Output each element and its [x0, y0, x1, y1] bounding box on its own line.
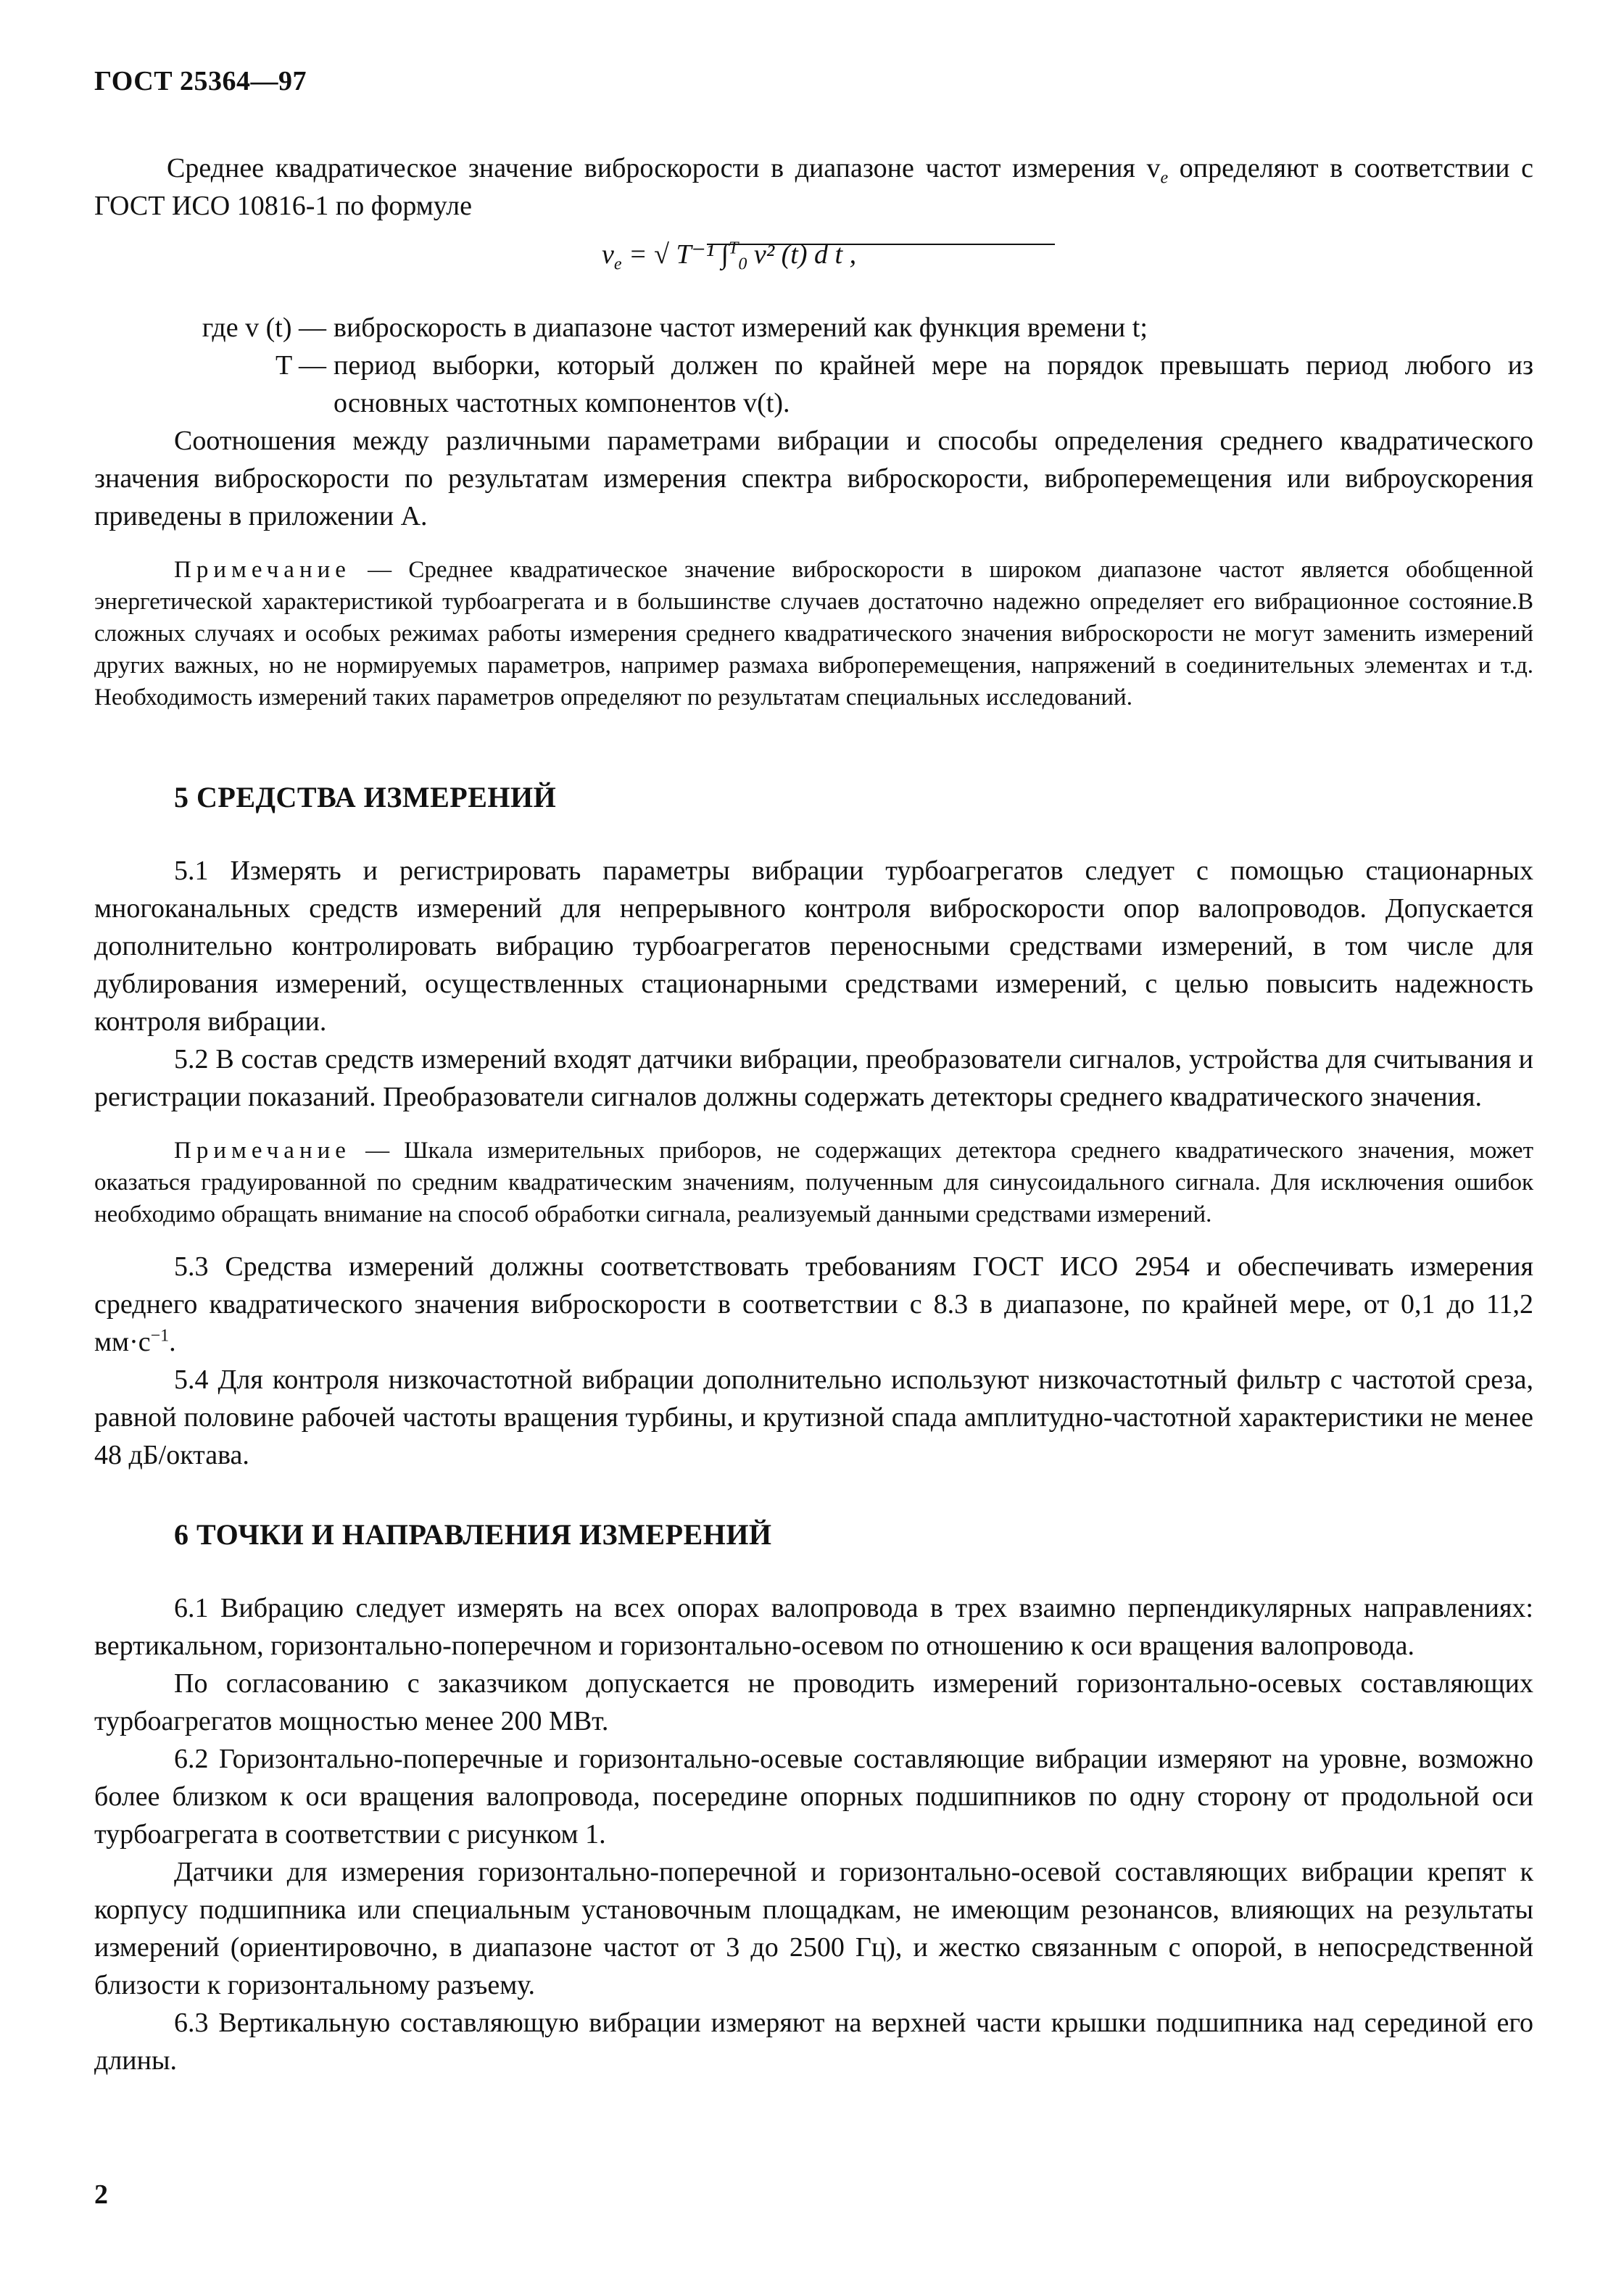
formula-lower-limit: 0 — [738, 254, 747, 274]
paragraph-6-1b: По согласованию с заказчиком допускается не проводить измерений горизонтально-осевых составляющих турбоагрегатов мощностью менее 200 МВт. — [94, 1668, 1533, 1736]
formula-rest: = √ T⁻¹ ∫ — [621, 239, 729, 270]
paragraph-6-1: 6.1 Вибрацию следует измерять на всех опорах валопровода в трех взаимно перпендикулярных направлениях: вертикальном, горизонтально-поперечном и горизонтально-осевом по отношению к оси вращения валопровода. — [94, 1593, 1533, 1661]
paragraph-5-3 — [94, 1248, 1533, 1361]
note-text: — Среднее квадратическое значение виброскорости в широком диапазоне частот является обобщенной энергетической характеристикой турбоагрегата и в большинстве случаев достаточно надежно определяет его вибрационное состояние.В сложных случаях и особых режимах работы измерения среднего квадратического значения виброскорости не могут заменить измерений других важных, но не нормируемых параметров, например размаха виброперемещения, напряжений в соединительных элементах и т.д. Необходимость измерений таких параметров определяют по результатам специальных исследований. — [94, 557, 1533, 711]
formula-sub: e — [613, 254, 622, 274]
formula-upper-limit: T — [729, 239, 739, 258]
definition-desc: период выборки, который должен по крайней мере на порядок превышать период любого из основных частотных компонентов v(t). — [334, 350, 1533, 418]
definitions-list — [94, 309, 1533, 422]
paragraph-6-3: 6.3 Вертикальную составляющую вибрации измеряют на верхней части крышки подшипника над серединой его длины. — [94, 2008, 1533, 2076]
formula-var: v — [602, 239, 614, 270]
paragraph-6-2b: Датчики для измерения горизонтально-поперечной и горизонтально-осевой составляющих вибрации крепят к корпусу подшипника или специальным установочным площадкам, не имеющим резонансов, влияющих на результаты измерений (ориентировочно, в диапазоне частот от 3 до 2500 Гц), и жестко связанным с опорой, в непосредственной близости к горизонтальному разъему. — [94, 1857, 1533, 2000]
rms-formula — [94, 231, 1533, 303]
note-text: — Шкала измерительных приборов, не содержащих детектора среднего квадратического значения, может оказаться градуированной по средним квадратическим значениям, полученным для синусоидального сигнала. Для исключения ошибок необходимо обращать внимание на способ обработки сигнала, реализуемый данными средствами измерений. — [94, 1138, 1533, 1227]
formula-expression — [602, 238, 857, 274]
paragraph-5-1: 5.1 Измерять и регистрировать параметры вибрации турбоагрегатов следует с помощью стационарных многоканальных средств измерений для непрерывного контроля виброскорости опор валопроводов. Допускается дополнительно контролировать вибрацию турбоагрегатов переносными средствами измерений, в том числе для дублирования измерений, осуществленных стационарными средствами измерений, с целью повысить надежность контроля вибрации. — [94, 856, 1533, 1037]
note-label: Примечание — [174, 557, 351, 583]
section-5-title: 5 СРЕДСТВА ИЗМЕРЕНИЙ — [174, 781, 557, 813]
definition-desc: виброскорость в диапазоне частот измерений как функция времени t; — [334, 312, 1148, 343]
note-label: Примечание — [174, 1138, 351, 1164]
relations-paragraph: Соотношения между различными параметрами вибрации и способы определения среднего квадратического значения виброскорости по результатам измерения спектра виброскорости, виброперемещения или виброускорения приведены в приложении А. — [94, 426, 1533, 531]
definition-row — [94, 309, 1533, 347]
paragraph-6-2: 6.2 Горизонтально-поперечные и горизонтально-осевые составляющие вибрации измеряют на уровне, возможно более близком к оси вращения валопровода, посередине опорных подшипников по одну сторону от продольной оси турбоагрегата в соответствии с рисунком 1. — [94, 1744, 1533, 1850]
intro-text-end: определяют в соответствии с ГОСТ ИСО 10816-1 по формуле — [94, 153, 1533, 221]
note-1 — [94, 554, 1533, 713]
document-header: ГОСТ 25364—97 — [94, 66, 307, 96]
intro-paragraph — [94, 149, 1533, 225]
formula-tail: v² (t) d t , — [747, 239, 857, 270]
page-number: 2 — [94, 2179, 108, 2210]
superscript: −1 — [150, 1326, 170, 1346]
definition-term: где v (t) — — [202, 312, 326, 343]
definition-row — [94, 347, 1533, 422]
paragraph-5-3-text: 5.3 Средства измерений должны соответствовать требованиям ГОСТ ИСО 2954 и обеспечивать измерения среднего квадратического значения виброскорости в соответствии с 8.3 в диапазоне, по крайней мере, от 0,1 до 11,2 мм·с — [94, 1251, 1533, 1357]
intro-subscript: e — [1160, 168, 1169, 188]
paragraph-5-3-end: . — [169, 1327, 176, 1357]
intro-text: Среднее квадратическое значение виброскорости в диапазоне частот измерения v — [167, 153, 1161, 183]
definition-term: T — — [275, 350, 326, 381]
note-2 — [94, 1135, 1533, 1230]
section-6-title: 6 ТОЧКИ И НАПРАВЛЕНИЯ ИЗМЕРЕНИЙ — [174, 1518, 772, 1551]
paragraph-5-4: 5.4 Для контроля низкочастотной вибрации дополнительно используют низкочастотный фильтр с частотой среза, равной половине рабочей частоты вращения турбины, и крутизной спада амплитудно-частотной характеристики не менее 48 дБ/октава. — [94, 1364, 1533, 1470]
document-page — [94, 65, 1533, 2079]
paragraph-5-2: 5.2 В состав средств измерений входят датчики вибрации, преобразователи сигналов, устройства для считывания и регистрации показаний. Преобразователи сигналов должны содержать детекторы среднего квадратического значения. — [94, 1044, 1533, 1112]
